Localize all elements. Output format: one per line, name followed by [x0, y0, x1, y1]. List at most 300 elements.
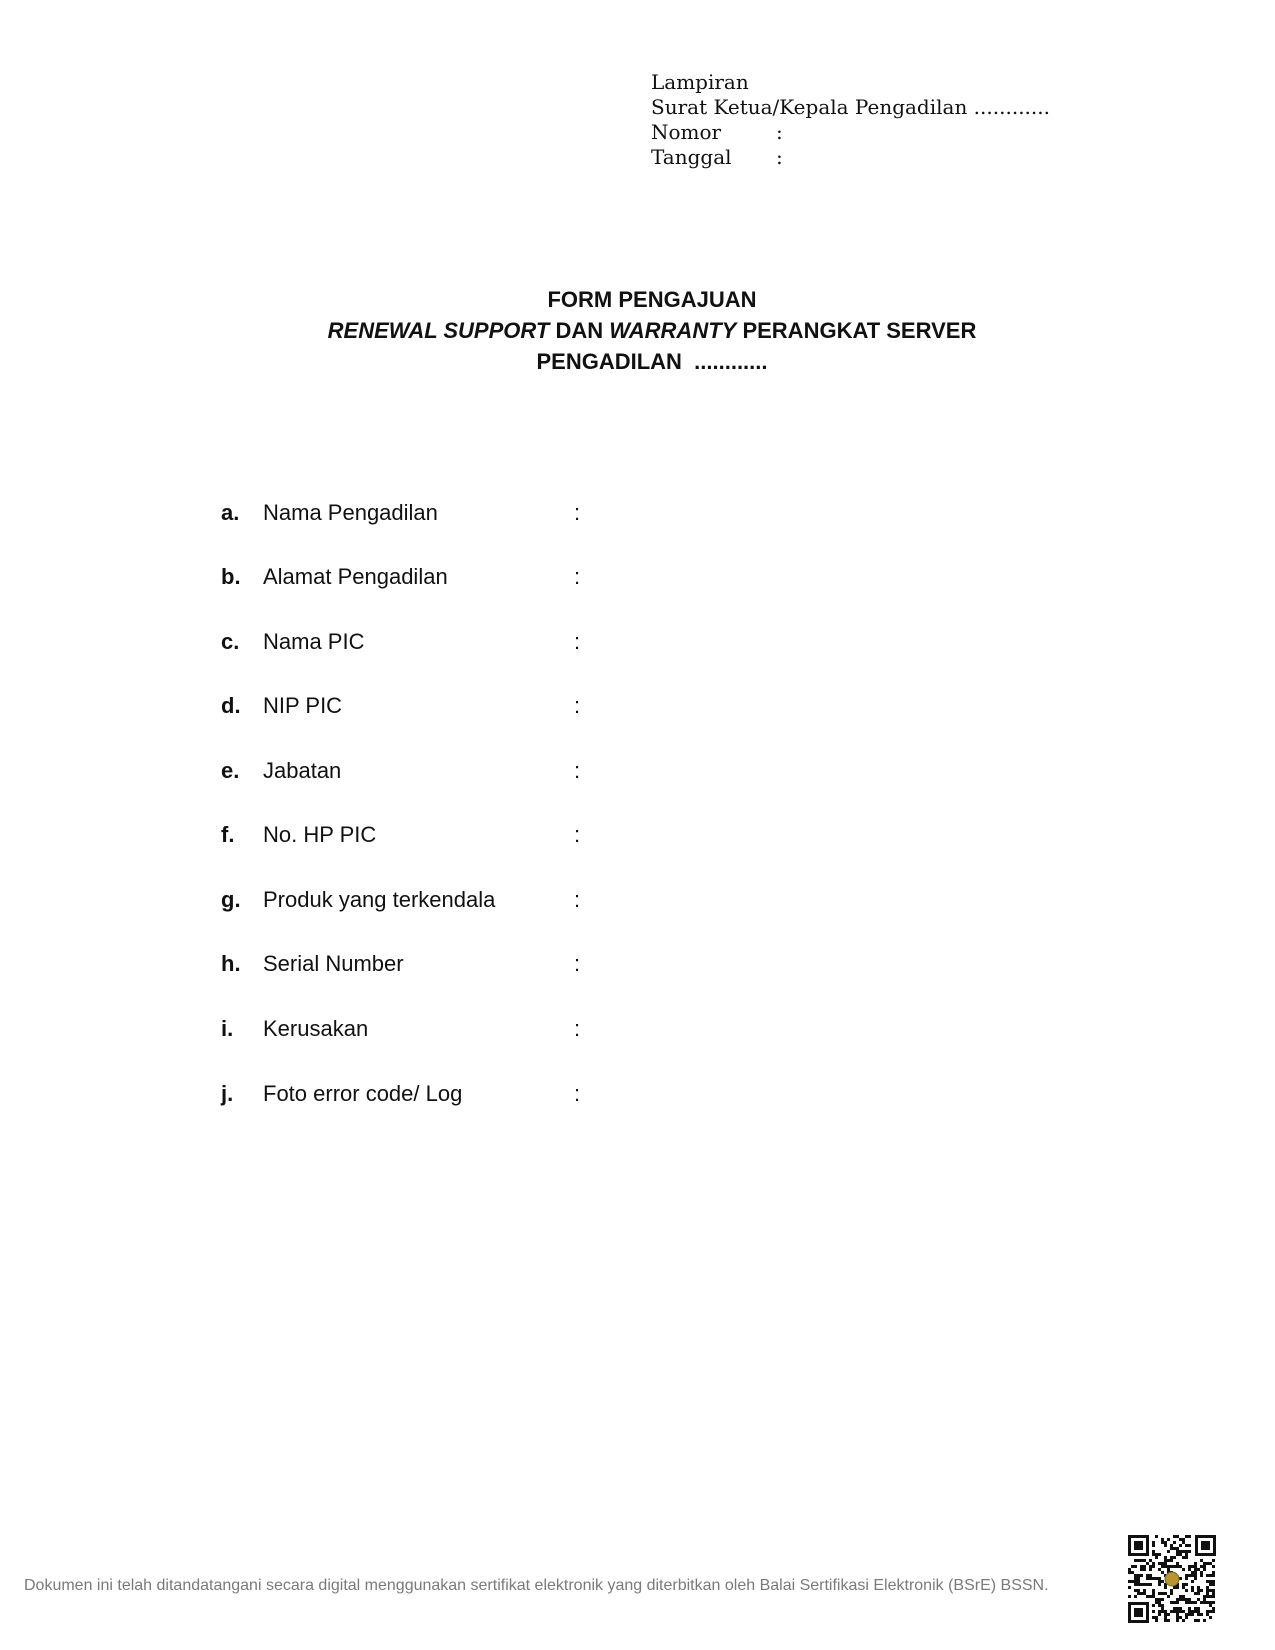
qr-module [1143, 1559, 1146, 1562]
qr-module [1191, 1601, 1194, 1604]
title-line-1: FORM PENGAJUAN [547, 287, 757, 312]
qr-module [1182, 1568, 1185, 1571]
qr-module [1164, 1559, 1167, 1562]
qr-module [1176, 1547, 1179, 1550]
qr-module [1170, 1559, 1173, 1562]
qr-module [1152, 1565, 1155, 1568]
qr-module [1155, 1601, 1158, 1604]
kerusakan-field[interactable] [591, 1014, 1095, 1046]
digital-signature-note: Dokumen ini telah ditandatangani secara digital menggunakan sertifikat elektronik yang diterbitkan oleh Balai Sertifikasi Elektronik (BSrE) BSSN. [24, 1577, 1049, 1594]
qr-module [1134, 1574, 1137, 1577]
qr-module [1131, 1565, 1134, 1568]
qr-module [1164, 1544, 1167, 1547]
row-colon: : [574, 887, 581, 912]
qr-module [1161, 1541, 1164, 1544]
row-letter: j. [221, 1081, 234, 1106]
qr-module [1173, 1601, 1176, 1604]
nama-pengadilan-field[interactable] [591, 498, 1095, 530]
nip-pic-field[interactable] [591, 691, 1095, 723]
qr-module [1206, 1574, 1209, 1577]
qr-module [1158, 1583, 1161, 1586]
qr-module [1176, 1607, 1179, 1610]
qr-module [1188, 1610, 1191, 1613]
qr-module [1167, 1568, 1170, 1571]
qr-module [1185, 1601, 1188, 1604]
qr-module [1161, 1562, 1164, 1565]
qr-module [1173, 1547, 1176, 1550]
qr-module [1191, 1580, 1194, 1583]
tanggal-colon: : [776, 145, 783, 169]
qr-finder-top-right [1195, 1535, 1216, 1556]
qr-module [1182, 1538, 1185, 1541]
qr-module [1194, 1571, 1197, 1574]
serial-number-field[interactable] [591, 949, 1095, 981]
row-label: Foto error code/ Log [263, 1081, 463, 1106]
qr-module [1212, 1610, 1215, 1613]
qr-module [1155, 1619, 1158, 1622]
qr-module [1179, 1553, 1182, 1556]
row-letter: g. [221, 887, 241, 912]
qr-module [1176, 1601, 1179, 1604]
qr-module [1206, 1610, 1209, 1613]
qr-module [1167, 1595, 1170, 1598]
qr-module [1134, 1580, 1137, 1583]
qr-module [1152, 1553, 1155, 1556]
qr-module [1149, 1583, 1152, 1586]
qr-module [1155, 1577, 1158, 1580]
qr-module [1212, 1559, 1215, 1562]
qr-module [1209, 1616, 1212, 1619]
qr-module [1173, 1610, 1176, 1613]
qr-module [1185, 1574, 1188, 1577]
qr-module [1203, 1568, 1206, 1571]
qr-module [1185, 1550, 1188, 1553]
qr-module [1188, 1544, 1191, 1547]
qr-module [1197, 1592, 1200, 1595]
qr-module [1191, 1589, 1194, 1592]
qr-module [1176, 1610, 1179, 1613]
qr-module [1152, 1544, 1155, 1547]
qr-module [1185, 1616, 1188, 1619]
qr-module [1209, 1610, 1212, 1613]
qr-module [1161, 1592, 1164, 1595]
qr-module [1134, 1589, 1137, 1592]
qr-module [1176, 1613, 1179, 1616]
row-label: Kerusakan [263, 1016, 369, 1041]
qr-module [1173, 1535, 1176, 1538]
qr-module [1146, 1577, 1149, 1580]
qr-module [1161, 1580, 1164, 1583]
qr-module [1194, 1562, 1197, 1565]
qr-module [1206, 1580, 1209, 1583]
qr-module [1197, 1619, 1200, 1622]
qr-module [1194, 1619, 1197, 1622]
form-row-nama-pic [221, 629, 1121, 659]
qr-module [1131, 1580, 1134, 1583]
form-row-nip-pic [221, 693, 1121, 723]
qr-module [1158, 1613, 1161, 1616]
qr-module [1206, 1562, 1209, 1565]
qr-module [1179, 1607, 1182, 1610]
qr-module [1209, 1589, 1212, 1592]
qr-module [1179, 1538, 1182, 1541]
qr-module [1185, 1577, 1188, 1580]
row-letter: f. [221, 822, 235, 847]
row-colon: : [574, 1081, 581, 1106]
attachment-header [651, 70, 1050, 170]
qr-module [1143, 1589, 1146, 1592]
qr-module [1128, 1568, 1131, 1571]
qr-module [1179, 1565, 1182, 1568]
qr-module [1203, 1619, 1206, 1622]
qr-module [1164, 1613, 1167, 1616]
qr-module [1158, 1601, 1161, 1604]
qr-module [1152, 1541, 1155, 1544]
row-label: Jabatan [263, 758, 342, 783]
qr-module [1158, 1598, 1161, 1601]
qr-module [1164, 1616, 1167, 1619]
jabatan-field[interactable] [591, 756, 1095, 788]
qr-module [1188, 1550, 1191, 1553]
qr-finder-bottom-left [1128, 1602, 1149, 1623]
qr-module [1149, 1559, 1152, 1562]
qr-module [1137, 1559, 1140, 1562]
qr-module [1131, 1571, 1134, 1574]
row-letter: d. [221, 693, 241, 718]
qr-module [1173, 1607, 1176, 1610]
qr-module [1188, 1613, 1191, 1616]
qr-module [1161, 1598, 1164, 1601]
qr-module [1188, 1535, 1191, 1538]
qr-module [1194, 1601, 1197, 1604]
qr-module [1152, 1592, 1155, 1595]
row-letter: a. [221, 500, 240, 525]
qr-module [1173, 1556, 1176, 1559]
qr-module [1206, 1592, 1209, 1595]
qr-module [1200, 1574, 1203, 1577]
form-row-kerusakan [221, 1016, 1121, 1046]
nomor-line [651, 120, 1050, 145]
qr-module [1212, 1583, 1215, 1586]
qr-module [1212, 1565, 1215, 1568]
qr-module [1134, 1559, 1137, 1562]
qr-module [1203, 1565, 1206, 1568]
lampiran-text: Lampiran [651, 70, 749, 94]
row-label: Nama Pengadilan [263, 500, 438, 525]
qr-module [1194, 1565, 1197, 1568]
row-letter: b. [221, 564, 241, 589]
qr-module [1188, 1565, 1191, 1568]
qr-module [1179, 1595, 1182, 1598]
qr-module [1137, 1574, 1140, 1577]
form-row-nama-pengadilan [221, 500, 1121, 530]
form-row-serial-number [221, 951, 1121, 981]
qr-module [1164, 1619, 1167, 1622]
qr-module [1191, 1610, 1194, 1613]
qr-module [1176, 1562, 1179, 1565]
qr-module [1176, 1535, 1179, 1538]
qr-module [1209, 1601, 1212, 1604]
qr-module [1137, 1592, 1140, 1595]
qr-module [1173, 1541, 1176, 1544]
qr-module [1137, 1580, 1140, 1583]
qr-module [1182, 1619, 1185, 1622]
qr-module [1209, 1595, 1212, 1598]
qr-module [1212, 1592, 1215, 1595]
qr-module [1200, 1589, 1203, 1592]
qr-module [1206, 1586, 1209, 1589]
qr-module [1158, 1568, 1161, 1571]
qr-module [1161, 1571, 1164, 1574]
qr-module [1212, 1607, 1215, 1610]
surat-text: Surat Ketua/Kepala Pengadilan ............ [651, 95, 1050, 119]
produk-field[interactable] [591, 885, 1095, 917]
qr-module [1200, 1559, 1203, 1562]
qr-module [1200, 1571, 1203, 1574]
qr-module [1140, 1565, 1143, 1568]
qr-module [1170, 1601, 1173, 1604]
qr-module [1164, 1541, 1167, 1544]
qr-module [1212, 1574, 1215, 1577]
qr-code-icon [1127, 1534, 1217, 1624]
qr-module [1188, 1607, 1191, 1610]
qr-module [1206, 1595, 1209, 1598]
row-letter: i. [221, 1016, 234, 1041]
qr-code-graphic [1127, 1534, 1217, 1624]
qr-module [1191, 1586, 1194, 1589]
qr-module [1185, 1598, 1188, 1601]
title-dan: DAN [549, 318, 610, 343]
qr-module [1167, 1559, 1170, 1562]
nomor-colon: : [776, 120, 783, 144]
row-label: Alamat Pengadilan [263, 564, 448, 589]
qr-module [1128, 1580, 1131, 1583]
qr-module [1149, 1568, 1152, 1571]
row-label: Nama PIC [263, 629, 365, 654]
qr-module [1197, 1589, 1200, 1592]
qr-module [1158, 1580, 1161, 1583]
qr-module [1209, 1562, 1212, 1565]
qr-module [1170, 1544, 1173, 1547]
tanggal-label: Tanggal [651, 145, 732, 169]
qr-module [1185, 1556, 1188, 1559]
qr-module [1152, 1610, 1155, 1613]
qr-module [1152, 1616, 1155, 1619]
qr-module [1167, 1550, 1170, 1553]
no-hp-pic-field[interactable] [591, 820, 1095, 852]
tanggal-line [651, 145, 1050, 170]
qr-module [1164, 1562, 1167, 1565]
qr-module [1212, 1595, 1215, 1598]
qr-module [1203, 1562, 1206, 1565]
qr-module [1128, 1595, 1131, 1598]
qr-module [1173, 1586, 1176, 1589]
qr-module [1158, 1604, 1161, 1607]
qr-module [1176, 1565, 1179, 1568]
qr-module [1176, 1550, 1179, 1553]
qr-module [1200, 1601, 1203, 1604]
qr-module [1182, 1550, 1185, 1553]
row-letter: c. [221, 629, 240, 654]
qr-module [1161, 1538, 1164, 1541]
row-colon: : [574, 500, 581, 525]
qr-module [1155, 1553, 1158, 1556]
qr-module [1134, 1577, 1137, 1580]
row-colon: : [574, 564, 581, 589]
qr-module [1212, 1580, 1215, 1583]
qr-module [1152, 1550, 1155, 1553]
qr-module [1182, 1610, 1185, 1613]
qr-module [1191, 1613, 1194, 1616]
form-row-produk [221, 887, 1121, 917]
qr-module [1143, 1568, 1146, 1571]
qr-module [1176, 1619, 1179, 1622]
qr-module [1155, 1616, 1158, 1619]
qr-module [1191, 1571, 1194, 1574]
qr-module [1158, 1577, 1161, 1580]
qr-module [1197, 1568, 1200, 1571]
qr-module [1188, 1598, 1191, 1601]
qr-module [1173, 1565, 1176, 1568]
title-line-2 [0, 315, 1275, 346]
qr-module [1143, 1583, 1146, 1586]
qr-module [1212, 1589, 1215, 1592]
qr-module [1155, 1535, 1158, 1538]
qr-module [1182, 1598, 1185, 1601]
qr-module [1161, 1607, 1164, 1610]
qr-module [1155, 1598, 1158, 1601]
row-colon: : [574, 629, 581, 654]
qr-module [1206, 1601, 1209, 1604]
qr-module [1146, 1583, 1149, 1586]
qr-module [1179, 1598, 1182, 1601]
qr-module [1164, 1610, 1167, 1613]
qr-module [1194, 1592, 1197, 1595]
qr-module [1203, 1595, 1206, 1598]
qr-module [1152, 1562, 1155, 1565]
qr-module [1134, 1583, 1137, 1586]
qr-module [1179, 1610, 1182, 1613]
qr-module [1170, 1547, 1173, 1550]
nomor-label: Nomor [651, 120, 722, 144]
qr-module [1212, 1601, 1215, 1604]
qr-module [1194, 1577, 1197, 1580]
qr-module [1191, 1565, 1194, 1568]
qr-module [1191, 1574, 1194, 1577]
qr-module [1152, 1589, 1155, 1592]
qr-module [1176, 1586, 1179, 1589]
row-letter: e. [221, 758, 240, 783]
qr-module [1152, 1604, 1155, 1607]
qr-module [1140, 1574, 1143, 1577]
qr-module [1140, 1559, 1143, 1562]
qr-module [1170, 1556, 1173, 1559]
qr-module [1167, 1619, 1170, 1622]
qr-module [1149, 1595, 1152, 1598]
qr-module [1146, 1574, 1149, 1577]
qr-module [1179, 1544, 1182, 1547]
form-title [0, 284, 1275, 377]
qr-module [1146, 1562, 1149, 1565]
qr-module [1143, 1565, 1146, 1568]
qr-module [1188, 1568, 1191, 1571]
row-label: Serial Number [263, 951, 404, 976]
qr-module [1188, 1601, 1191, 1604]
qr-module [1182, 1556, 1185, 1559]
qr-module [1185, 1535, 1188, 1538]
form-row-jabatan [221, 758, 1121, 788]
foto-error-field[interactable] [591, 1079, 1095, 1111]
qr-module [1170, 1565, 1173, 1568]
qr-module [1158, 1562, 1161, 1565]
qr-module [1197, 1586, 1200, 1589]
qr-module [1176, 1598, 1179, 1601]
qr-module [1167, 1565, 1170, 1568]
qr-module [1161, 1610, 1164, 1613]
surat-line [651, 95, 1050, 120]
qr-module [1212, 1571, 1215, 1574]
qr-module [1158, 1592, 1161, 1595]
alamat-pengadilan-field[interactable] [591, 562, 1095, 594]
qr-module [1200, 1613, 1203, 1616]
qr-module [1128, 1571, 1131, 1574]
qr-module [1155, 1556, 1158, 1559]
qr-module [1137, 1577, 1140, 1580]
qr-module [1146, 1595, 1149, 1598]
qr-module [1194, 1607, 1197, 1610]
qr-module [1164, 1592, 1167, 1595]
qr-module [1188, 1574, 1191, 1577]
qr-module [1161, 1565, 1164, 1568]
qr-module [1182, 1586, 1185, 1589]
qr-module [1167, 1613, 1170, 1616]
qr-module [1149, 1577, 1152, 1580]
qr-seal-icon [1165, 1572, 1179, 1586]
nama-pic-field[interactable] [591, 627, 1095, 659]
qr-module [1158, 1553, 1161, 1556]
qr-module [1179, 1616, 1182, 1619]
qr-module [1152, 1577, 1155, 1580]
qr-module [1206, 1589, 1209, 1592]
title-line-3: PENGADILAN ............ [536, 349, 768, 374]
qr-module [1194, 1610, 1197, 1613]
qr-module [1209, 1574, 1212, 1577]
qr-module [1158, 1610, 1161, 1613]
qr-module [1182, 1583, 1185, 1586]
qr-module [1182, 1595, 1185, 1598]
qr-module [1137, 1589, 1140, 1592]
qr-module [1197, 1610, 1200, 1613]
form-row-foto-error [221, 1081, 1121, 1111]
row-colon: : [574, 758, 581, 783]
title-warranty: WARRANTY [609, 318, 737, 343]
qr-module [1161, 1604, 1164, 1607]
qr-module [1209, 1604, 1212, 1607]
row-letter: h. [221, 951, 241, 976]
lampiran-line [651, 70, 1050, 95]
qr-module [1167, 1538, 1170, 1541]
qr-module [1134, 1595, 1137, 1598]
title-perangkat-server: PERANGKAT SERVER [736, 318, 977, 343]
row-colon: : [574, 951, 581, 976]
qr-module [1185, 1553, 1188, 1556]
qr-module [1185, 1589, 1188, 1592]
qr-module [1164, 1586, 1167, 1589]
qr-module [1140, 1568, 1143, 1571]
qr-module [1140, 1583, 1143, 1586]
qr-module [1176, 1616, 1179, 1619]
qr-module [1209, 1580, 1212, 1583]
